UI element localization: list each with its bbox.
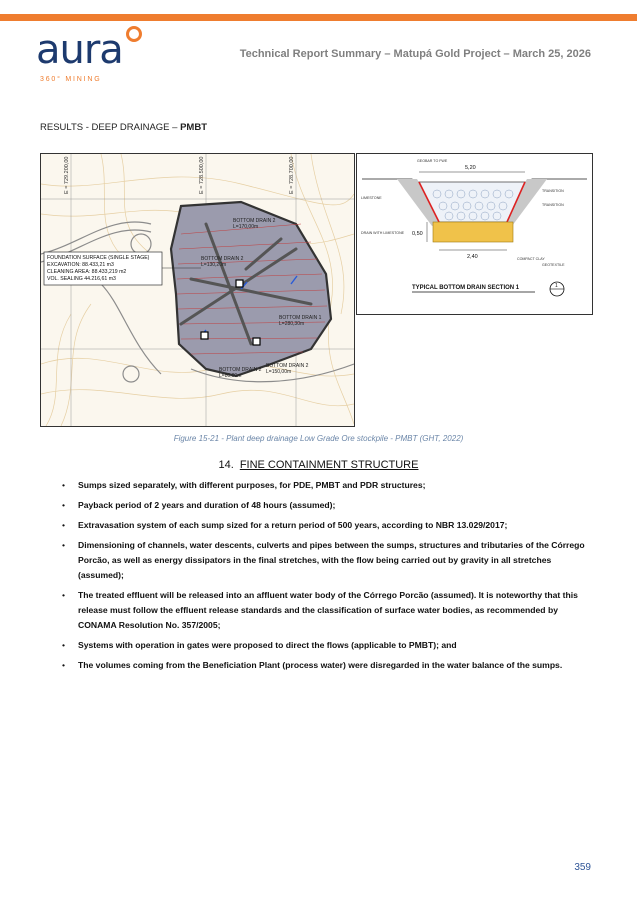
figure-caption: Figure 15-21 - Plant deep drainage Low Grade Ore stockpile - PMBT (GHT, 2022) (173, 434, 464, 443)
list-item (62, 518, 594, 533)
bullet-icon: • (62, 500, 66, 510)
list-item-text: Payback period of 2 years and duration of 48 hours (assumed); (78, 500, 336, 510)
coord-label-1: E = 729.200,00 (64, 156, 70, 194)
drain-label-name: BOTTOM DRAIN 2 (233, 218, 276, 224)
subsection-heading (0, 459, 637, 471)
section-marker-number: 1 (555, 283, 558, 289)
foundation-line: FOUNDATION SURFACE (SINGLE STAGE) (47, 255, 150, 261)
bullet-icon: • (62, 520, 66, 530)
bullet-icon: • (62, 480, 66, 490)
dimension-depth: 0,50 (412, 231, 423, 237)
drain-label-name: BOTTOM DRAIN 1 (279, 315, 322, 321)
foundation-line: VOL. SEALING 44.216,61 m3 (47, 276, 116, 282)
note-geotextile: GEOTEXTILE (542, 263, 565, 267)
section-heading-prefix: RESULTS - DEEP DRAINAGE – (40, 122, 181, 133)
coordinate-labels (64, 157, 295, 194)
drainage-plan-drawing (41, 154, 354, 426)
drain-label-name: BOTTOM DRAIN 2 (266, 363, 309, 369)
list-item-text: Sumps sized separately, with different purposes, for PDE, PMBT and PDR structures; (78, 480, 426, 490)
drain-section-drawing (357, 154, 592, 314)
report-header-title: Technical Report Summary – Matupá Gold Project – March 25, 2026 (239, 48, 591, 60)
drain-label-name: BOTTOM DRAIN 2 (201, 256, 244, 262)
foundation-line: EXCAVATION: 88.433,21 m3 (47, 262, 114, 268)
dimension-bottom-width: 2,40 (467, 254, 478, 260)
list-item-text: The treated effluent will be released into an affluent water body of the Córrego Porcão (assumed). It is noteworthy that this release must follow the effluent release standards and the classification of surface water bodies, as recommended by CONAMA Resolution No. 357/2005; (78, 590, 578, 630)
list-item-text: Extravasation system of each sump sized for a return period of 500 years, according to NBR 13.029/2017; (78, 520, 508, 530)
drain-label-length: L=150,00m (266, 369, 292, 375)
list-item (62, 638, 594, 653)
drain-label-length: L=130,20m (201, 262, 227, 268)
aura-logo (36, 26, 156, 86)
bullet-icon: • (62, 640, 66, 650)
top-accent-bar (0, 14, 637, 21)
drainage-plan-figure (40, 153, 355, 427)
subsection-number: 14. (218, 459, 234, 471)
drain-label-length: L=170,00m (233, 224, 259, 230)
drain-section-figure (356, 153, 593, 315)
list-item-text: Dimensioning of channels, water descents, culverts and pipes between the sumps, structures and tributaries of the Córrego Porcão, as well as energy dissipators in the final stretches, with the flow being carried out by gravity in all stretches (assumed); (78, 540, 585, 580)
note-transition-lower: TRANSITION (542, 203, 564, 207)
bullet-list (62, 478, 594, 678)
list-item-text: The volumes coming from the Beneficiation Plant (process water) were disregarded in the water balance of the sumps. (78, 660, 563, 670)
list-item (62, 478, 594, 493)
drain-label-length: L=80,00m (219, 373, 242, 379)
compact-clay-base (433, 222, 513, 242)
list-item (62, 588, 594, 633)
foundation-line: CLEANING AREA: 88.433,219 m2 (47, 269, 127, 275)
drain-label-name: BOTTOM DRAIN 2 (219, 367, 262, 373)
coord-label-2: E = 728.500,00 (199, 156, 205, 194)
note-transition-upper: TRANSITION (542, 189, 564, 193)
section-heading (40, 122, 207, 133)
note-limestone: LIMESTONE (361, 196, 382, 200)
dimension-top-width: 5,20 (465, 165, 476, 171)
bullet-icon: • (62, 660, 66, 670)
logo-tagline: 360° MINING (40, 76, 102, 83)
coord-label-3: E = 728.700,00 (289, 156, 295, 194)
list-item (62, 498, 594, 513)
note-compact-clay: COMPACT CLAY (517, 257, 545, 261)
logo-ring-icon (126, 26, 142, 42)
subsection-title: FINE CONTAINMENT STRUCTURE (239, 459, 419, 471)
list-item (62, 658, 594, 673)
section-heading-bold: PMBT (180, 122, 207, 133)
logo-wordmark: aura (36, 27, 123, 73)
bullet-icon: • (62, 590, 66, 600)
list-item-text: Systems with operation in gates were proposed to direct the flows (applicable to PMBT); and (78, 640, 457, 650)
note-drain-limestone: DRAIN WITH LIMESTONE (361, 231, 405, 235)
page-number: 359 (574, 862, 591, 873)
bullet-icon: • (62, 540, 66, 550)
note-geobar: GEOBAR TO FWE (417, 159, 448, 163)
section-title: TYPICAL BOTTOM DRAIN SECTION 1 (412, 285, 520, 291)
drain-label-length: L=280,30m (279, 321, 305, 327)
list-item (62, 538, 594, 583)
